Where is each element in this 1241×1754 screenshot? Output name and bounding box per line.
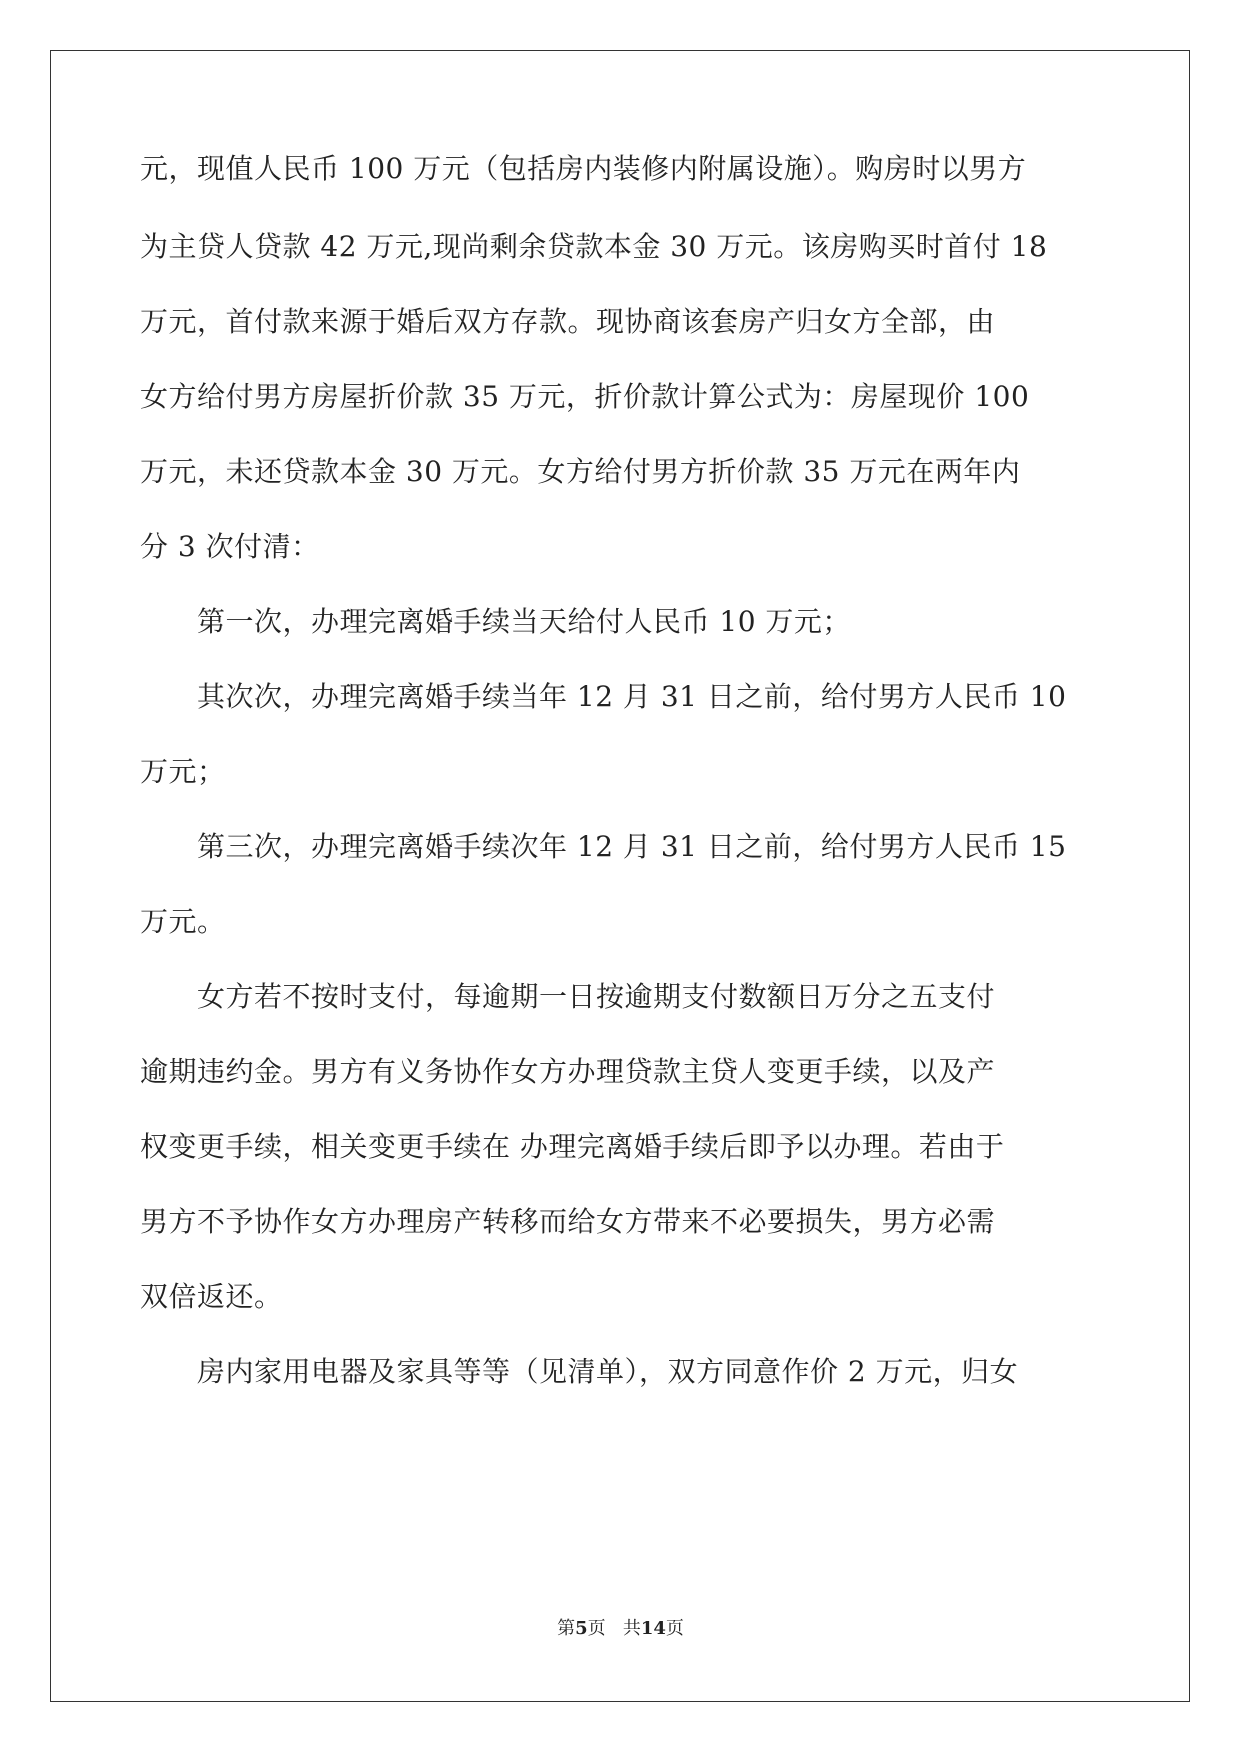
page-prefix: 第 — [557, 1618, 576, 1639]
total-pages: 14 — [640, 1618, 666, 1639]
page-footer — [0, 1618, 1241, 1640]
total-suffix: 页 — [665, 1618, 684, 1639]
page-number: 5 — [575, 1618, 588, 1639]
page-suffix: 页 — [587, 1618, 606, 1639]
page-border — [50, 50, 1190, 1702]
total-prefix: 共 — [622, 1618, 641, 1639]
